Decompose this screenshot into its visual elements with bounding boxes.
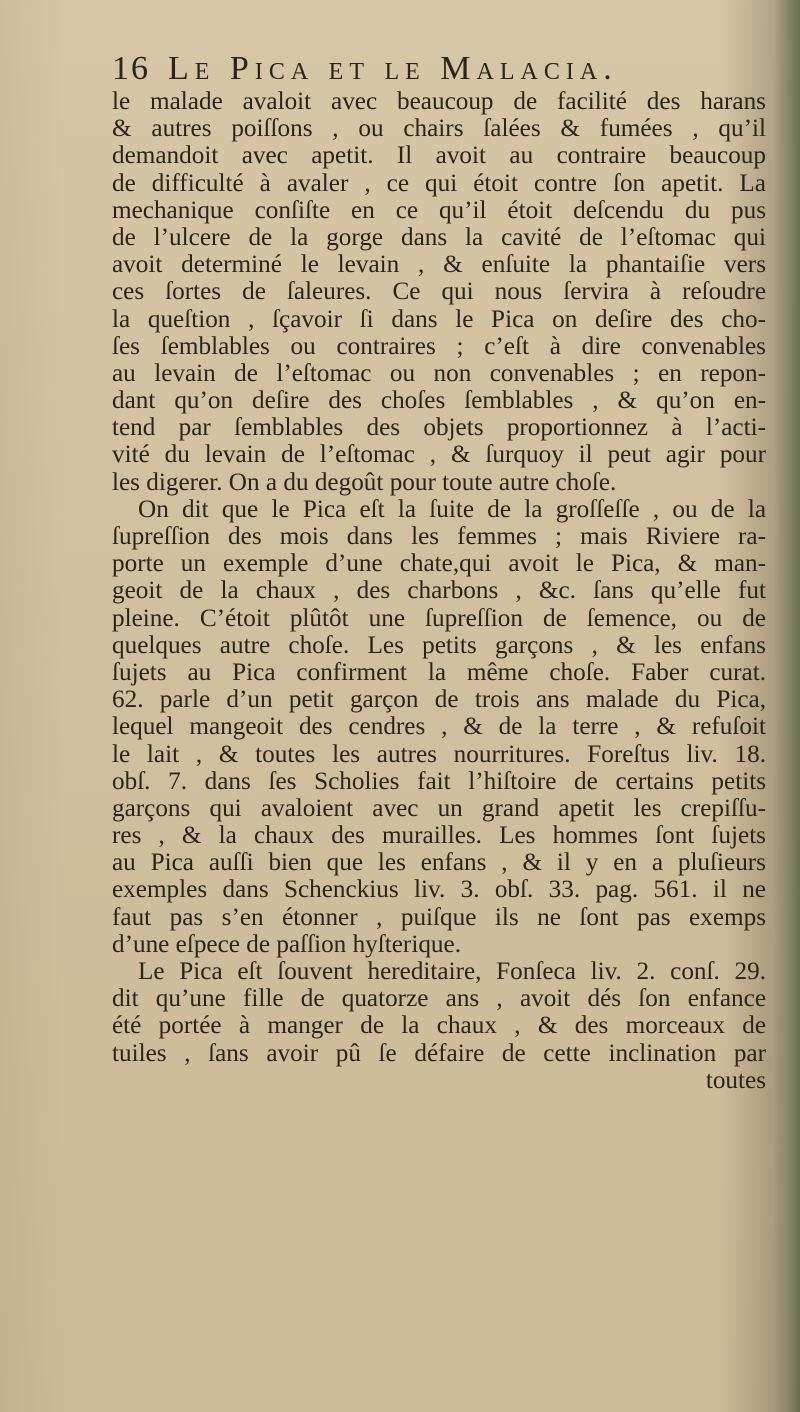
- text-line: le lait , & toutes les autres nourritures. Foreſtus liv. 18.: [112, 740, 766, 768]
- text-line: vité du levain de l’eſtomac , & ſurquoy il peut agir pour: [112, 441, 766, 469]
- text-line: ſupreſſion des mois dans les femmes ; mais Riviere ra-: [112, 523, 766, 550]
- text-line: faut pas s’en étonner , puiſque ils ne ſont pas exemps: [112, 903, 766, 931]
- text-line: lequel mangeoit des cendres , & de la terre , & refuſoit: [112, 713, 766, 741]
- text-line: les digerer. On a du degoût pour toute autre choſe.: [112, 468, 617, 496]
- text-line: exemples dans Schenckius liv. 3. obſ. 33. pag. 561. il ne: [112, 876, 766, 904]
- text-line: tend par ſemblables des objets proportionnez à l’acti-: [112, 414, 766, 442]
- text-line: avoit determiné le levain , & enſuite la phantaiſie vers: [112, 251, 766, 279]
- text-line: Le Pica eſt ſouvent hereditaire, Fonſeca liv. 2. conſ. 29.: [138, 958, 766, 985]
- text-line: geoit de la chaux , des charbons , &c. ſans qu’elle fut: [112, 577, 766, 605]
- text-line: dit qu’une fille de quatorze ans , avoit dés ſon enfance: [112, 985, 766, 1013]
- text-line: ſes ſemblables ou contraires ; c’eſt à dire convenables: [112, 332, 766, 360]
- text-line: 62. parle d’un petit garçon de trois ans malade du Pica,: [112, 686, 766, 714]
- text-line: & autres poiſſons , ou chairs ſalées & fumées , qu’il: [112, 115, 766, 143]
- text-line: la queſtion , ſçavoir ſi dans le Pica on deſire des cho-: [112, 305, 766, 333]
- text-line: ces ſortes de ſaleures. Ce qui nous ſervira à reſoudre: [112, 278, 766, 306]
- text-line: mechanique conſiſte en ce qu’il étoit deſcendu du pus: [112, 196, 766, 224]
- text-line: d’une eſpece de paſſion hyſterique.: [112, 930, 461, 958]
- text-line: été portée à manger de la chaux , & des morceaux de: [112, 1012, 766, 1040]
- text-line: garçons qui avaloient avec un grand apetit les crepiſſu-: [112, 794, 766, 822]
- text-line: au levain de l’eſtomac ou non convenables ; en repon-: [112, 359, 766, 387]
- text-line: porte un exemple d’une chate,qui avoit le Pica, & man-: [112, 550, 766, 578]
- text-line: toutes: [705, 1066, 766, 1094]
- text-line: dant qu’on deſire des choſes ſemblables , & qu’on en-: [112, 387, 766, 415]
- body-text: [112, 88, 766, 1094]
- running-title: Le Pica et le Malacia.: [168, 50, 618, 87]
- text-line: tuiles , ſans avoir pû ſe défaire de cette inclination par: [112, 1039, 766, 1067]
- text-line: obſ. 7. dans ſes Scholies fait l’hiſtoire de certains petits: [112, 767, 766, 795]
- page-number: 16: [112, 50, 150, 87]
- text-line: au Pica auſſi bien que les enfans , & il y en a pluſieurs: [112, 849, 766, 877]
- text-line: le malade avaloit avec beaucoup de facilité des harans: [112, 88, 766, 115]
- text-line: On dit que le Pica eſt la ſuite de la groſſeſſe , ou de la: [138, 495, 766, 523]
- text-line: ſujets au Pica confirment la même choſe. Faber curat.: [112, 658, 766, 686]
- text-line: de l’ulcere de la gorge dans la cavité de l’eſtomac qui: [112, 223, 766, 251]
- text-line: de difficulté à avaler , ce qui étoit contre ſon apetit. La: [112, 169, 766, 197]
- text-line: res , & la chaux des murailles. Les hommes ſont ſujets: [112, 822, 766, 850]
- text-line: pleine. C’étoit plûtôt une ſupreſſion de ſemence, ou de: [112, 604, 766, 632]
- text-line: demandoit avec apetit. Il avoit au contraire beaucoup: [112, 142, 766, 170]
- page-gutter: [774, 0, 800, 1412]
- text-line: quelques autre choſe. Les petits garçons , & les enfans: [112, 631, 766, 659]
